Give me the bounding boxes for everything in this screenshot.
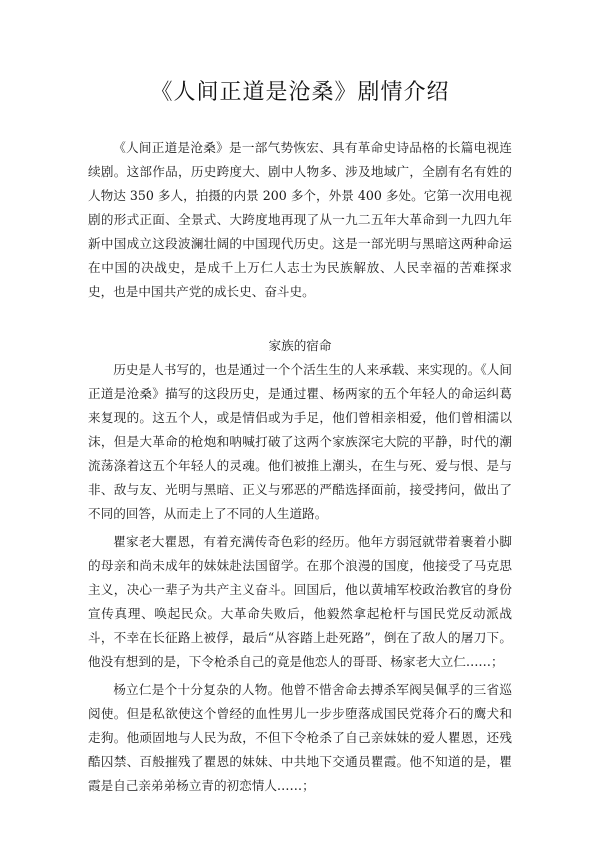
body-paragraph: 杨立仁是个十分复杂的人物。他曾不惜舍命去搏杀军阀吴佩孚的三省巡阅使。但是私欲使这个曾经的血性男儿一步步堕落成国民党蒋介石的鹰犬和走狗。他顽固地与人民为敌，不但下令枪杀了自己亲妹妹的爱人瞿恩，还残酷囚禁、百般摧残了瞿恩的妹妹、中共地下交通员瞿霞。他不知道的是，瞿霞是自己亲弟弟杨立青的初恋情人……； [88,682,512,793]
body-paragraph: 历史是人书写的，也是通过一个个活生生的人来承载、来实现的。《人间正道是沧桑》描写的这段历史，是通过瞿、杨两家的五个年轻人的命运纠葛来复现的。这五个人，或是情侣或为手足，他们曾相亲相爱，他们曾相濡以沫，但是大革命的枪炮和呐喊打破了这两个家族深宅大院的平静，时代的潮流荡涤着这五个年轻人的灵魂。他们被推上潮头，在生与死、爱与恨、是与非、敌与友、光明与黑暗、正义与邪恶的严酷选择面前，接受拷问，做出了不同的回答，从而走上了不同的人生道路。 [88,362,512,521]
section-heading: 家族的宿命 [268,338,332,353]
body-paragraph: 瞿家老大瞿恩，有着充满传奇色彩的经历。他年方弱冠就带着裹着小脚的母亲和尚未成年的妹妹赴法国留学。在那个浪漫的国度，他接受了马克思主义，决心一辈子为共产主义奋斗。回国后，他以黄埔军校政治教官的身份宣传真理、唤起民众。大革命失败后，他毅然拿起枪杆与国民党反动派战斗，不幸在长征路上被俘，最后“从容踏上赴死路”，倒在了敌人的屠刀下。他没有想到的是，下令枪杀自己的竟是他恋人的哥哥、杨家老大立仁……； [88,534,512,669]
document-title: 《人间正道是沧桑》剧情介绍 [150,80,450,105]
intro-paragraph: 《人间正道是沧桑》是一部气势恢宏、具有革命史诗品格的长篇电视连续剧。这部作品，历史跨度大、剧中人物多、涉及地域广，全剧有名有姓的人物达 350 多人，拍摄的内景 200 多个，外景 400 多处。它第一次用电视剧的形式正面、全景式、大跨度地再现了从一九二五年大革命到一九四九年新中国成立这段波澜壮阔的中国现代历史。这是一部光明与黑暗这两种命运在中国的决战史，是成千上万仁人志士为民族解放、人民幸福的苦难探求史，也是中国共产党的成长史、奋斗史。 [88,140,512,299]
